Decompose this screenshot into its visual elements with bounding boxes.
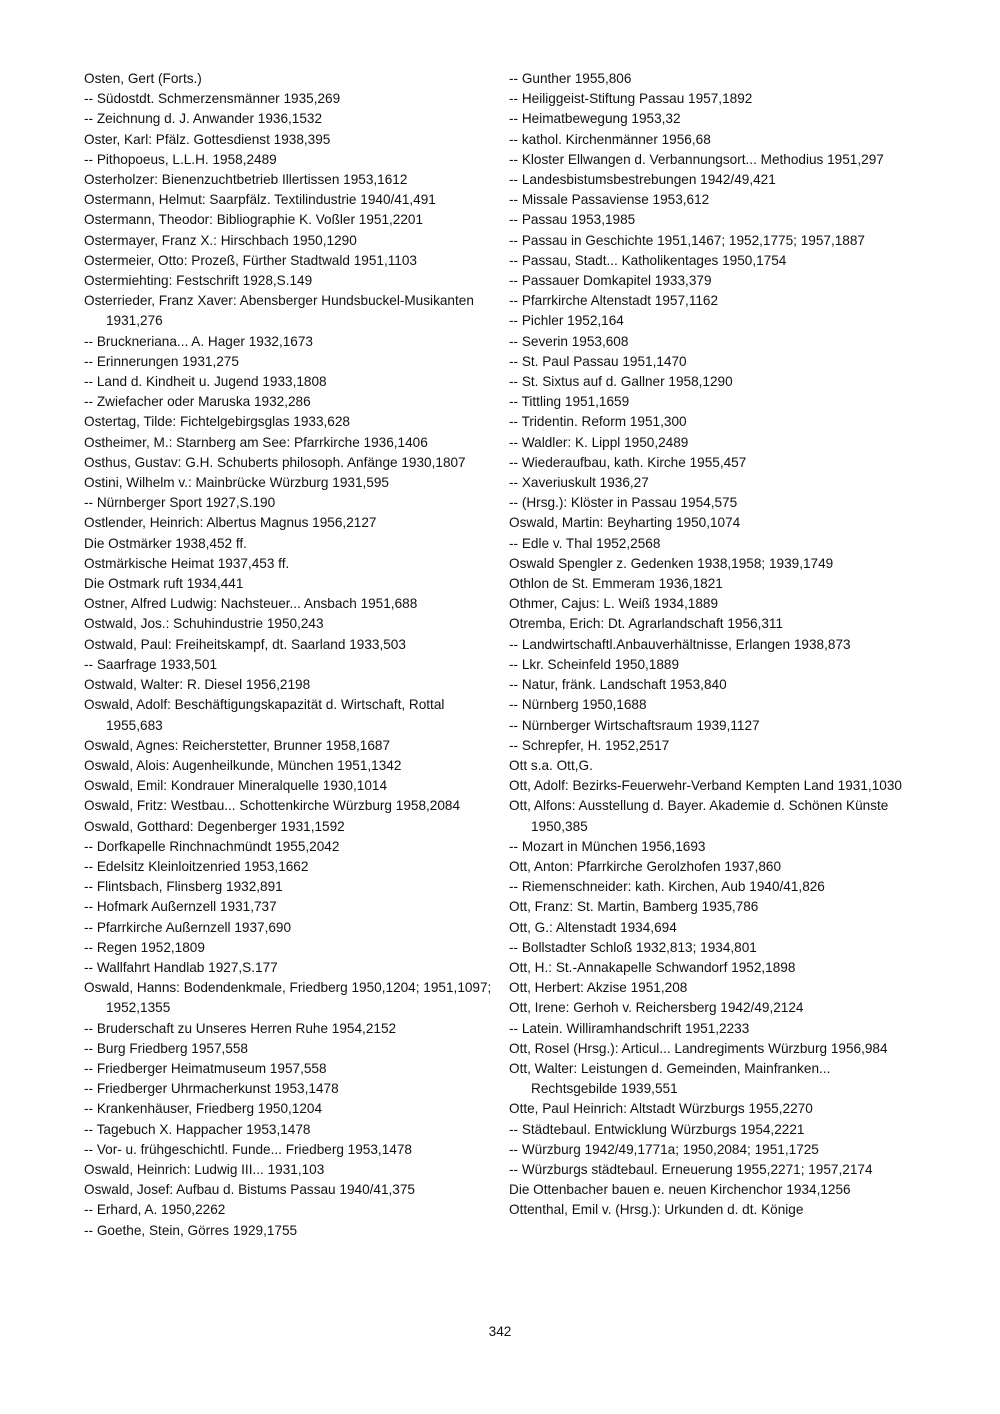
index-entry: Ott s.a. Ott,G. [509, 757, 593, 773]
index-entry: -- Pfarrkirche Außernzell 1937,690 [84, 919, 292, 935]
index-entry: -- (Hrsg.): Klöster in Passau 1954,575 [509, 495, 738, 511]
index-entry: -- Erhard, A. 1950,2262 [84, 1202, 226, 1218]
index-entry: -- Wiederaufbau, kath. Kirche 1955,457 [509, 454, 747, 470]
index-entry: -- Lkr. Scheinfeld 1950,1889 [509, 656, 680, 672]
index-entry: Ostlender, Heinrich: Albertus Magnus 1956,2127 [84, 515, 377, 531]
index-entry: -- Land d. Kindheit u. Jugend 1933,1808 [84, 374, 327, 390]
index-entry: -- Erinnerungen 1931,275 [84, 353, 239, 369]
index-entry: Ottenthal, Emil v. (Hrsg.): Urkunden d. dt. Könige [509, 1202, 804, 1218]
index-entry: -- Würzburgs städtebaul. Erneuerung 1955,2271; 1957,2174 [509, 1161, 873, 1177]
index-entry: -- Heiliggeist-Stiftung Passau 1957,1892 [509, 91, 753, 107]
index-entry: -- Schrepfer, H. 1952,2517 [509, 737, 670, 753]
index-entry: -- Goethe, Stein, Görres 1929,1755 [84, 1222, 298, 1238]
index-entry: Oswald, Adolf: Beschäftigungskapazität d. Wirtschaft, Rottal 1955,683 [84, 697, 445, 733]
index-entry: Ostertag, Tilde: Fichtelgebirgsglas 1933,628 [84, 414, 350, 430]
index-entry: -- Mozart in München 1956,1693 [509, 838, 706, 854]
index-entry: -- Xaveriuskult 1936,27 [509, 475, 649, 491]
index-entry: -- Bruderschaft zu Unseres Herren Ruhe 1954,2152 [84, 1020, 397, 1036]
index-entry: -- St. Paul Passau 1951,1470 [509, 353, 687, 369]
index-entry: Die Ostmärker 1938,452 ff. [84, 535, 247, 551]
index-entry: -- Krankenhäuser, Friedberg 1950,1204 [84, 1101, 323, 1117]
index-entry: -- Passau, Stadt... Katholikentages 1950,1754 [509, 252, 787, 268]
index-entry: -- Friedberger Heimatmuseum 1957,558 [84, 1060, 327, 1076]
index-entry: Oswald, Fritz: Westbau... Schottenkirche Würzburg 1958,2084 [84, 798, 461, 814]
index-entry: -- St. Sixtus auf d. Gallner 1958,1290 [509, 374, 733, 390]
index-entry: Ostermann, Theodor: Bibliographie K. Voßler 1951,2201 [84, 212, 424, 228]
index-entry: Othmer, Cajus: L. Weiß 1934,1889 [509, 596, 719, 612]
index-entry: Ostwald, Jos.: Schuhindustrie 1950,243 [84, 616, 324, 632]
right-index-column [509, 69, 919, 1221]
index-entry: -- kathol. Kirchenmänner 1956,68 [509, 131, 711, 147]
index-entry: -- Städtebaul. Entwicklung Würzburgs 1954,2221 [509, 1121, 805, 1137]
index-entry: -- Pichler 1952,164 [509, 313, 624, 329]
index-entry: -- Landesbistumsbestrebungen 1942/49,421 [509, 172, 776, 188]
index-entry: -- Missale Passaviense 1953,612 [509, 192, 710, 208]
index-entry: -- Pfarrkirche Altenstadt 1957,1162 [509, 293, 719, 309]
index-entry: -- Natur, fränk. Landschaft 1953,840 [509, 677, 727, 693]
index-entry: -- Riemenschneider: kath. Kirchen, Aub 1940/41,826 [509, 879, 825, 895]
index-entry: -- Landwirtschaftl.Anbauverhältnisse, Erlangen 1938,873 [509, 636, 851, 652]
index-entry: Ott, H.: St.-Annakapelle Schwandorf 1952,1898 [509, 959, 796, 975]
index-entry: -- Friedberger Uhrmacherkunst 1953,1478 [84, 1081, 339, 1097]
index-entry: Oswald, Gotthard: Degenberger 1931,1592 [84, 818, 345, 834]
index-entry: -- Dorfkapelle Rinchnachmündt 1955,2042 [84, 838, 340, 854]
index-entry: -- Tittling 1951,1659 [509, 394, 630, 410]
index-entry: Ostermiehting: Festschrift 1928,S.149 [84, 273, 313, 289]
index-entry: Oswald, Heinrich: Ludwig III... 1931,103 [84, 1161, 325, 1177]
index-entry: -- Regen 1952,1809 [84, 939, 205, 955]
index-entry: -- Tagebuch X. Happacher 1953,1478 [84, 1121, 311, 1137]
index-entry: -- Kloster Ellwangen d. Verbannungsort... Methodius 1951,297 [509, 151, 884, 167]
index-entry: -- Wallfahrt Handlab 1927,S.177 [84, 959, 278, 975]
index-entry: -- Pithopoeus, L.L.H. 1958,2489 [84, 151, 277, 167]
index-entry: -- Vor- u. frühgeschichtl. Funde... Friedberg 1953,1478 [84, 1141, 412, 1157]
index-entry: Ostmärkische Heimat 1937,453 ff. [84, 555, 290, 571]
index-entry: Osten, Gert (Forts.) [84, 71, 202, 86]
index-entry: -- Südostdt. Schmerzensmänner 1935,269 [84, 91, 341, 107]
index-entry: Oswald, Hanns: Bodendenkmale, Friedberg 1950,1204; 1951,1097; 1952,1355 [84, 980, 492, 1016]
index-entry: Osthus, Gustav: G.H. Schuberts philosoph. Anfänge 1930,1807 [84, 454, 466, 470]
index-entry: -- Bruckneriana... A. Hager 1932,1673 [84, 333, 313, 349]
index-entry: Ott, Anton: Pfarrkirche Gerolzhofen 1937,860 [509, 858, 782, 874]
index-entry: Ott, Adolf: Bezirks-Feuerwehr-Verband Kempten Land 1931,1030 [509, 778, 902, 794]
index-entry: Ott, Walter: Leistungen d. Gemeinden, Mainfranken... Rechtsgebilde 1939,551 [509, 1060, 831, 1097]
index-entry: -- Edelsitz Kleinloitzenried 1953,1662 [84, 858, 309, 874]
index-entry: -- Nürnberger Wirtschaftsraum 1939,1127 [509, 717, 760, 733]
index-entry: Ott, G.: Altenstadt 1934,694 [509, 919, 677, 935]
index-entry: -- Würzburg 1942/49,1771a; 1950,2084; 1951,1725 [509, 1141, 819, 1157]
index-entry: -- Hofmark Außernzell 1931,737 [84, 899, 277, 915]
index-entry: Oster, Karl: Pfälz. Gottesdienst 1938,395 [84, 131, 331, 147]
index-entry: Ott, Herbert: Akzise 1951,208 [509, 980, 688, 996]
index-entry: Ostermayer, Franz X.: Hirschbach 1950,1290 [84, 232, 357, 248]
index-entry: Ostwald, Paul: Freiheitskampf, dt. Saarland 1933,503 [84, 636, 406, 652]
index-entry: Ott, Alfons: Ausstellung d. Bayer. Akademie d. Schönen Künste 1950,385 [509, 798, 889, 834]
index-entry: Oswald, Agnes: Reicherstetter, Brunner 1958,1687 [84, 737, 391, 753]
index-entry: Otremba, Erich: Dt. Agrarlandschaft 1956,311 [509, 616, 784, 632]
index-entry: Otte, Paul Heinrich: Altstadt Würzburgs 1955,2270 [509, 1101, 813, 1117]
index-entry: Ostwald, Walter: R. Diesel 1956,2198 [84, 677, 311, 693]
left-index-column [84, 69, 494, 1241]
index-entry: Ott, Franz: St. Martin, Bamberg 1935,786 [509, 899, 759, 915]
index-entry: -- Saarfrage 1933,501 [84, 656, 218, 672]
index-entry: -- Zwiefacher oder Maruska 1932,286 [84, 394, 311, 410]
index-entry: -- Heimatbewegung 1953,32 [509, 111, 681, 127]
index-entry: Die Ottenbacher bauen e. neuen Kirchenchor 1934,1256 [509, 1182, 851, 1198]
index-entry: -- Severin 1953,608 [509, 333, 629, 349]
index-entry: -- Latein. Williramhandschrift 1951,2233 [509, 1020, 750, 1036]
index-entry: -- Waldler: K. Lippl 1950,2489 [509, 434, 689, 450]
index-entry: Ostner, Alfred Ludwig: Nachsteuer... Ansbach 1951,688 [84, 596, 418, 612]
index-entry: Ostheimer, M.: Starnberg am See: Pfarrkirche 1936,1406 [84, 434, 428, 450]
index-entry: Oswald, Alois: Augenheilkunde, München 1951,1342 [84, 757, 402, 773]
index-entry: -- Passau 1953,1985 [509, 212, 636, 228]
index-entry: -- Nürnberg 1950,1688 [509, 697, 647, 713]
index-entry: Die Ostmark ruft 1934,441 [84, 576, 244, 592]
index-entry: Othlon de St. Emmeram 1936,1821 [509, 576, 723, 592]
index-entry: -- Burg Friedberg 1957,558 [84, 1040, 248, 1056]
index-entry: -- Flintsbach, Flinsberg 1932,891 [84, 879, 283, 895]
index-entry: -- Zeichnung d. J. Anwander 1936,1532 [84, 111, 323, 127]
index-entry: Ostermann, Helmut: Saarpfälz. Textilindustrie 1940/41,491 [84, 192, 436, 208]
index-entry: Osterholzer: Bienenzuchtbetrieb Illertissen 1953,1612 [84, 172, 408, 188]
index-entry: Osterrieder, Franz Xaver: Abensberger Hundsbuckel-Musikanten 1931,276 [84, 293, 474, 329]
index-entry: -- Edle v. Thal 1952,2568 [509, 535, 661, 551]
index-entry: -- Bollstadter Schloß 1932,813; 1934,801 [509, 939, 757, 955]
index-entry: -- Tridentin. Reform 1951,300 [509, 414, 687, 430]
index-entry: Oswald Spengler z. Gedenken 1938,1958; 1939,1749 [509, 555, 834, 571]
index-entry: -- Passau in Geschichte 1951,1467; 1952,1775; 1957,1887 [509, 232, 865, 248]
page-number: 342 [488, 1324, 512, 1339]
index-entry: Oswald, Martin: Beyharting 1950,1074 [509, 515, 741, 531]
index-entry: Ostermeier, Otto: Prozeß, Fürther Stadtwald 1951,1103 [84, 252, 417, 268]
index-entry: -- Gunther 1955,806 [509, 71, 632, 86]
index-entry: Ostini, Wilhelm v.: Mainbrücke Würzburg 1931,595 [84, 475, 389, 491]
index-entry: Ott, Rosel (Hrsg.): Articul... Landregiments Würzburg 1956,984 [509, 1040, 888, 1056]
index-entry: -- Nürnberger Sport 1927,S.190 [84, 495, 276, 511]
index-entry: Ott, Irene: Gerhoh v. Reichersberg 1942/49,2124 [509, 1000, 804, 1016]
index-entry: Oswald, Josef: Aufbau d. Bistums Passau 1940/41,375 [84, 1182, 415, 1198]
index-entry: -- Passauer Domkapitel 1933,379 [509, 273, 712, 289]
index-entry: Oswald, Emil: Kondrauer Mineralquelle 1930,1014 [84, 778, 388, 794]
